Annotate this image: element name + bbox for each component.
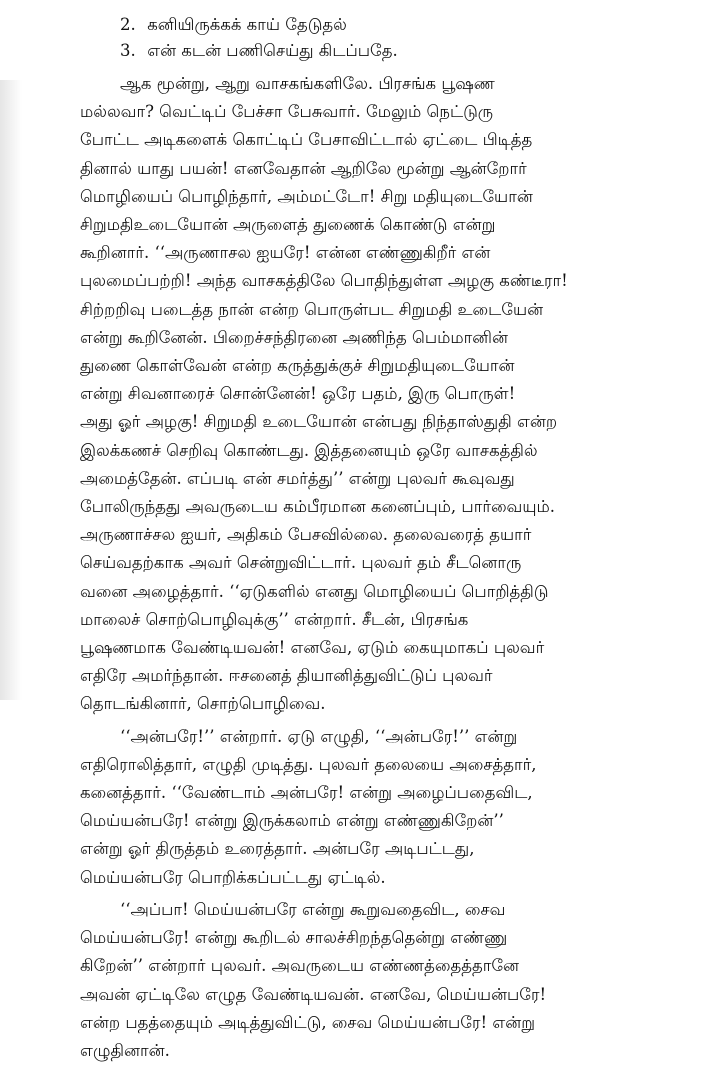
- list-number: 2.: [120, 15, 136, 34]
- page-text: [80, 12, 688, 1065]
- text-line: எதிரே அமர்ந்தான். ஈசனைத் தியானித்துவிட்டுப் புலவர்: [80, 666, 493, 686]
- text-line: மொழியைப் பொழிந்தார், அம்மட்டோ! சிறு மதியுடையோன்: [80, 186, 533, 206]
- text-line: மெய்யன்பரே பொறிக்கப்பட்டது ஏட்டில்.: [80, 867, 386, 887]
- text-line: மல்லவா? வெட்டிப் பேச்சா பேசுவார். மேலும் நெட்டுரு: [80, 102, 494, 122]
- text-line: அமைத்தேன். எப்படி என் சமர்த்து’’ என்று புலவர் கூவுவது: [80, 468, 515, 488]
- list-item: [80, 38, 688, 64]
- text-line: சிறுமதிஉடையோன் அருளைத் துணைக் கொண்டு என்று: [80, 215, 496, 235]
- text-line: வனை அழைத்தார். ‘‘ஏடுகளில் எனது மொழியைப் பொறித்திடு: [80, 581, 549, 601]
- text-line: ‘‘அன்பரே!’’ என்றார். ஏடு எழுதி, ‘‘அன்பரே!’’ என்று: [120, 726, 518, 746]
- text-line: போலிருந்தது அவருடைய கம்பீரமான கனைப்பும், பார்வையும்.: [80, 497, 556, 517]
- text-line: மெய்யன்பரே! என்று இருக்கலாம் என்று எண்ணுகிறேன்’’: [80, 811, 504, 831]
- text-line: துணை கொள்வேன் என்ற கருத்துக்குச் சிறுமதியுடையோன்: [80, 356, 515, 376]
- text-line: ஆக மூன்று, ஆறு வாசகங்களிலே. பிரசங்க பூஷண: [120, 74, 495, 93]
- text-line: என்று சிவனாரைச் சொன்னேன்! ஒரே பதம், இரு பொருள்!: [80, 384, 516, 404]
- text-line: அது ஓர் அழகு! சிறுமதி உடையோன் என்பது நிந்தாஸ்துதி என்ற: [80, 412, 558, 432]
- text-line: தொடங்கினார், சொற்பொழிவை.: [80, 694, 326, 714]
- list-text: கனியிருக்கக் காய் தேடுதல்: [147, 15, 347, 34]
- text-line: எதிரொலித்தார், எழுதி முடித்து. புலவர் தலையை அசைத்தார்,: [80, 754, 537, 774]
- text-line: சிற்றறிவு படைத்த நான் என்ற பொருள்பட சிறுமதி உடையேன்: [80, 299, 544, 319]
- text-line: அருணாச்சல ஐயர், அதிகம் பேசவில்லை. தலைவரைத் தயார்: [80, 525, 532, 545]
- text-line: மெய்யன்பரே! என்று கூறிடல் சாலச்சிறந்ததென்று எண்ணு: [80, 928, 508, 948]
- list-item: [80, 12, 688, 38]
- text-line: கனைத்தார். ‘‘வேண்டாம் அன்பரே! என்று அழைப்பதைவிட,: [80, 783, 533, 803]
- text-line: செய்வதற்காக அவர் சென்றுவிட்டார். புலவர் தம் சீடனொரு: [80, 553, 522, 573]
- list-text: என் கடன் பணிசெய்து கிடப்பதே.: [147, 41, 398, 60]
- text-line: பூஷணமாக வேண்டியவன்! எனவே, ஏடும் கையுமாகப் புலவர்: [80, 638, 545, 658]
- text-line: தினால் யாது பயன்! எனவேதான் ஆறிலே மூன்று ஆன்றோர்: [80, 158, 527, 178]
- text-line: என்ற பதத்தையும் அடித்துவிட்டு, சைவ மெய்யன்பரே! என்று: [80, 1012, 536, 1032]
- text-line: அவன் ஏட்டிலே எழுத வேண்டியவன். எனவே, மெய்யன்பரே!: [80, 984, 547, 1004]
- text-line: எழுதினான்.: [80, 1040, 170, 1060]
- text-line: கூறினார். ‘‘அருணாசல ஐயரே! என்ன எண்ணுகிறீர் என்: [80, 243, 491, 263]
- text-line: கிறேன்’’ என்றார் புலவர். அவருடைய எண்ணத்தைத்தானே: [80, 956, 520, 976]
- text-line: இலக்கணச் செறிவு கொண்டது. இத்தனையும் ஒரே வாசகத்தில்: [80, 440, 538, 460]
- paragraph: [80, 896, 688, 1065]
- text-line: மாலைச் சொற்பொழிவுக்கு’’ என்றார். சீடன், பிரசங்க: [80, 609, 469, 629]
- text-line: போட்ட அடிகளைக் கொட்டிப் பேசாவிட்டால் ஏட்டை பிடித்த: [80, 130, 533, 150]
- list-number: 3.: [120, 41, 136, 60]
- text-line: என்று ஓர் திருத்தம் உரைத்தார். அன்பரே அடிபட்டது,: [80, 839, 475, 859]
- text-line: ‘‘அப்பா! மெய்யன்பரே என்று கூறுவதைவிட, சைவ: [120, 899, 506, 919]
- text-line: என்று கூறினேன். பிறைச்சந்திரனை அணிந்த பெம்மானின்: [80, 327, 509, 347]
- scan-shadow: [0, 80, 22, 700]
- text-line: புலமைப்பற்றி! அந்த வாசகத்திலே பொதிந்துள்ள அழகு கண்டீரா!: [80, 271, 568, 291]
- paragraph: [80, 723, 688, 892]
- paragraph: [80, 70, 688, 719]
